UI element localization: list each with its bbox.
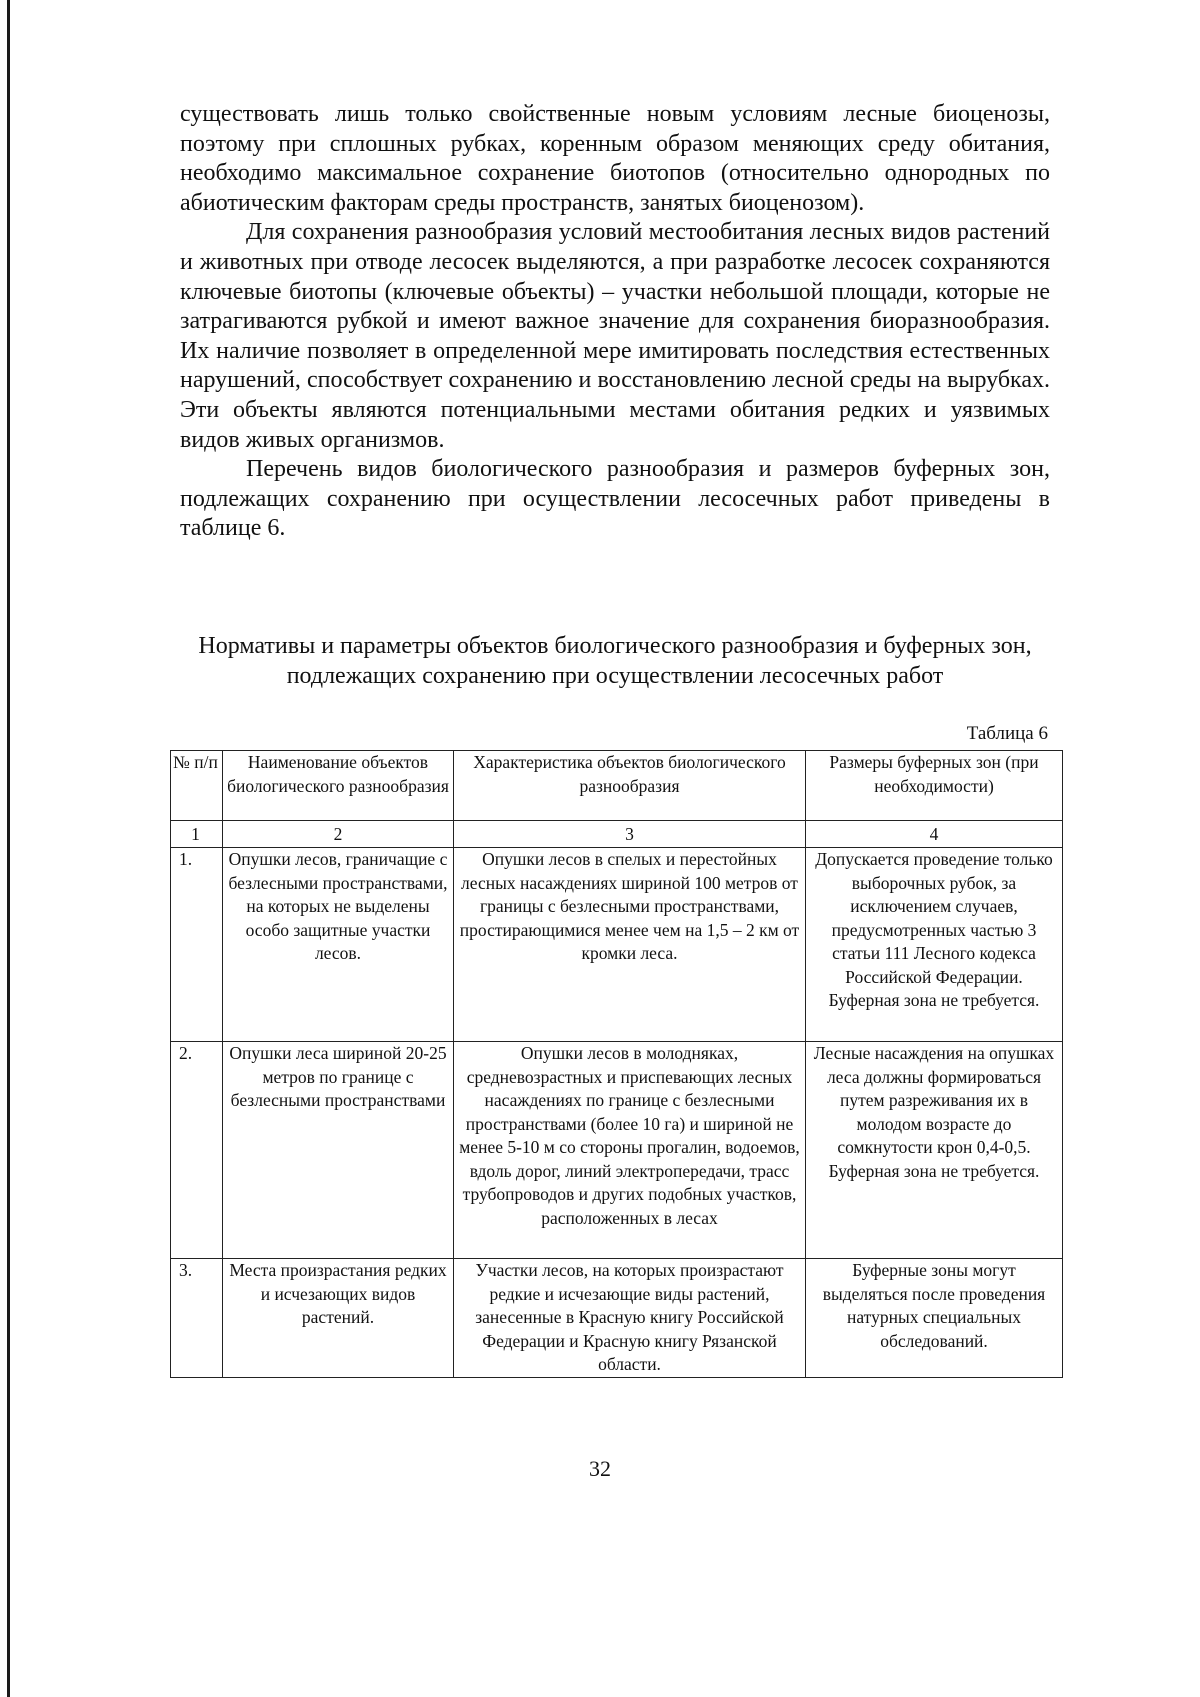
paragraph-key-biotopes: Для сохранения разнообразия условий местообитания лесных видов растений и животных при отводе лесосек выделяются, а при разработке лесосек сохраняются ключевые биотопы (ключевые объекты) – участки небольшой площади, которые не затрагиваются рубкой и имеют важное значение для сохранения биоразнообразия. Их наличие позволяет в определенной мере имитировать последствия естественных нарушений, способствует сохранению и восстановлению лесной среды на вырубках. Эти объекты являются потенциальными местами обитания редких и уязвимых видов живых организмов. (180, 219, 1050, 453)
scan-edge-line (7, 0, 10, 1697)
row-object-name: Опушки леса шириной 20-25 метров по границе с безлесными пространствами (223, 1042, 454, 1259)
table-row (171, 1259, 1063, 1378)
row-characteristic: Опушки лесов в спелых и перестойных лесных насаждениях шириной 100 метров от границы с безлесными пространствами, простирающимися менее чем на 1,5 – 2 км от кромки леса. (454, 848, 806, 1042)
row-buffer-size: Лесные насаждения на опушках леса должны формироваться путем разреживания их в молодом возрасте до сомкнутости крон 0,4-0,5. Буферная зона не требуется. (806, 1042, 1063, 1259)
header-buffer-size: Размеры буферных зон (при необходимости) (806, 751, 1063, 821)
row-number: 3. (171, 1259, 223, 1378)
paragraph-continuation: существовать лишь только свойственные новым условиям лесные биоценозы, поэтому при сплошных рубках, коренным образом меняющих среду обитания, необходимо максимальное сохранение биотопов (относительно однородных по абиотическим факторам среды пространств, занятых биоценозом). (180, 101, 1050, 216)
biodiversity-norms-table (170, 750, 1063, 1378)
row-buffer-size: Буферные зоны могут выделяться после проведения натурных специальных обследований. (806, 1259, 1063, 1378)
table-label: Таблица 6 (966, 723, 1048, 744)
header-characteristic: Характеристика объектов биологического разнообразия (454, 751, 806, 821)
row-object-name: Опушки лесов, граничащие с безлесными пространствами, на которых не выделены особо защитные участки лесов. (223, 848, 454, 1042)
row-characteristic: Опушки лесов в молодняках, средневозрастных и приспевающих лесных насаждениях по границе с безлесными пространствами (более 10 га) и шириной не менее 5-10 м со стороны прогалин, водоемов, вдоль дорог, линий электропередачи, трасс трубопроводов и других подобных участков, расположенных в лесах (454, 1042, 806, 1259)
column-number: 2 (223, 821, 454, 848)
body-text (180, 100, 1050, 544)
row-number: 1. (171, 848, 223, 1042)
page-number: 32 (589, 1456, 611, 1481)
row-characteristic: Участки лесов, на которых произрастают редкие и исчезающие виды растений, занесенные в Красную книгу Российской Федерации и Красную книгу Рязанской области. (454, 1259, 806, 1378)
column-number-row (171, 821, 1063, 848)
table-header-row (171, 751, 1063, 821)
column-number: 3 (454, 821, 806, 848)
paragraph-table-reference: Перечень видов биологического разнообразия и размеров буферных зон, подлежащих сохранению при осуществлении лесосечных работ приведены в таблице 6. (180, 456, 1050, 542)
row-object-name: Места произрастания редких и исчезающих видов растений. (223, 1259, 454, 1378)
table-row (171, 848, 1063, 1042)
table-row (171, 1042, 1063, 1259)
header-number: № п/п (171, 751, 223, 821)
column-number: 4 (806, 821, 1063, 848)
table-title: Нормативы и параметры объектов биологического разнообразия и буферных зон, подлежащих сохранению при осуществлении лесосечных работ (198, 633, 1032, 689)
header-object-name: Наименование объектов биологического разнообразия (223, 751, 454, 821)
row-number: 2. (171, 1042, 223, 1259)
row-buffer-size: Допускается проведение только выборочных рубок, за исключением случаев, предусмотренных частью 3 статьи 111 Лесного кодекса Российской Федерации. Буферная зона не требуется. (806, 848, 1063, 1042)
column-number: 1 (171, 821, 223, 848)
